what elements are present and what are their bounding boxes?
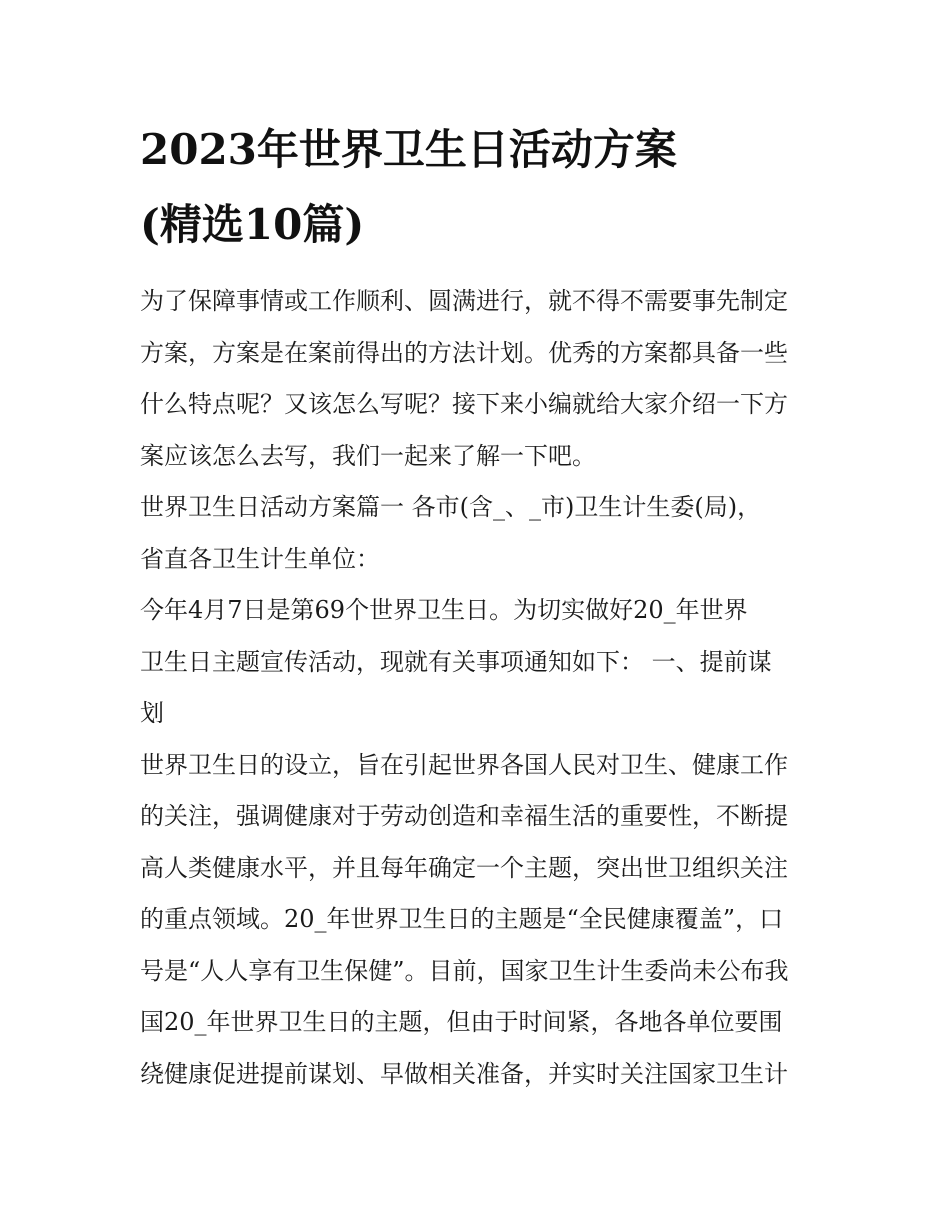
body-line-4: 案应该怎么去写，我们一起来了解一下吧。 — [140, 441, 596, 470]
body-line-15: 国20_年世界卫生日的主题，但由于时间紧，各地各单位要围 — [140, 1008, 783, 1036]
body-line-11: 的关注，强调健康对于劳动创造和幸福生活的重要性，不断提 — [140, 802, 788, 830]
body-line-12: 高人类健康水平，并且每年确定一个主题，突出世卫组织关注 — [140, 853, 788, 882]
body-line-9: 划 — [140, 699, 164, 727]
body-line-13: 的重点领域。20_年世界卫生日的主题是“全民健康覆盖”，口 — [140, 905, 784, 933]
body-line-3: 什么特点呢？又该怎么写呢？接下来小编就给大家介绍一下方 — [140, 390, 788, 418]
body-line-7: 今年4月7日是第69个世界卫生日。为切实做好20_年世界 — [140, 596, 748, 624]
body-line-5: 世界卫生日活动方案篇一 各市(含_、_市)卫生计生委(局)， — [140, 493, 762, 521]
title-line-1: 2023年世界卫生日活动方案 — [140, 125, 677, 174]
document-body — [140, 276, 820, 1100]
body-line-16: 绕健康促进提前谋划、早做相关准备，并实时关注国家卫生计 — [140, 1059, 788, 1088]
document-title — [140, 112, 840, 262]
body-line-1: 为了保障事情或工作顺利、圆满进行，就不得不需要事先制定 — [140, 287, 788, 315]
body-line-10: 世界卫生日的设立，旨在引起世界各国人民对卫生、健康工作 — [140, 750, 788, 779]
body-line-14: 号是“人人享有卫生保健”。目前，国家卫生计生委尚未公布我 — [140, 956, 789, 985]
body-line-2: 方案，方案是在案前得出的方法计划。优秀的方案都具备一些 — [140, 338, 788, 367]
title-line-2: (精选10篇) — [140, 200, 365, 249]
body-line-6: 省直各卫生计生单位： — [140, 544, 380, 573]
body-line-8: 卫生日主题宣传活动，现就有关事项通知如下： 一、提前谋 — [140, 647, 772, 676]
